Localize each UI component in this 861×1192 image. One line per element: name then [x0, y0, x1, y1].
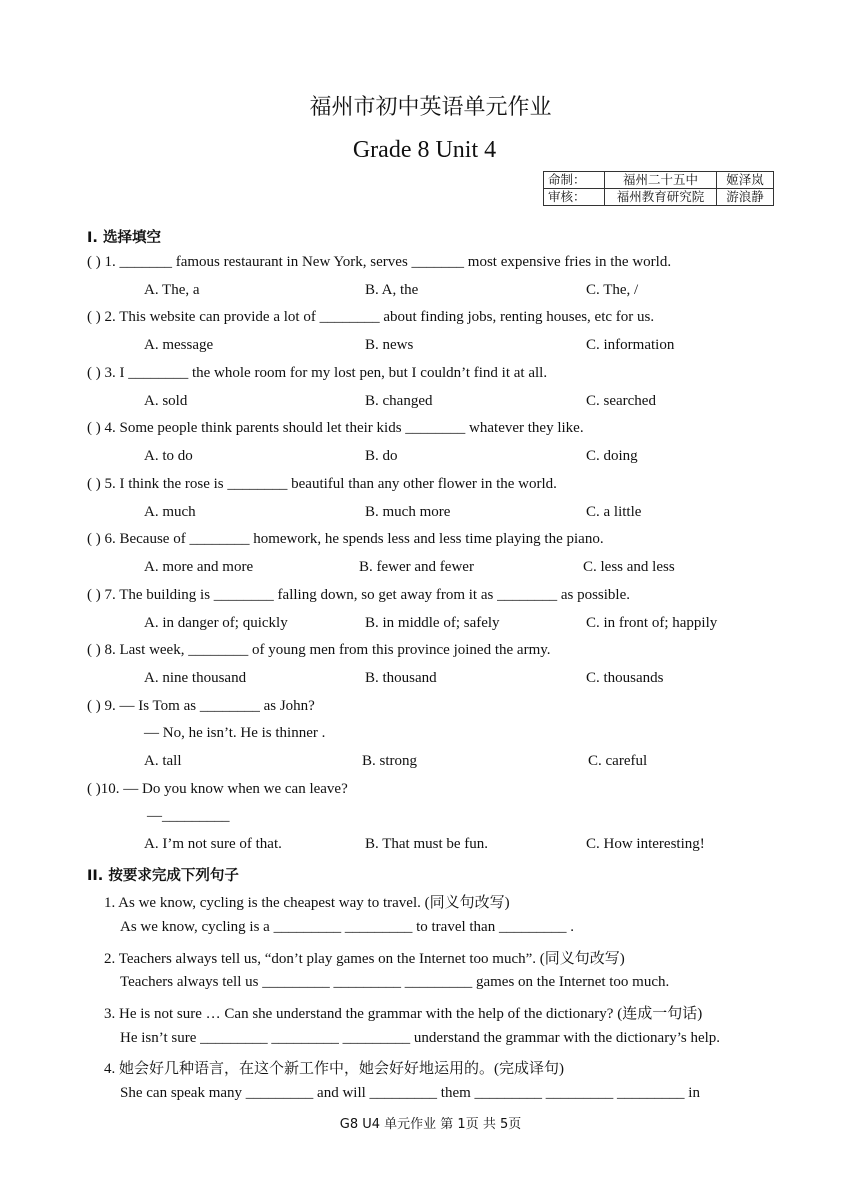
sentence-task: 1. As we know, cycling is the cheapest way to travel. (同义句改写) — [104, 895, 510, 911]
question-stem: ( ) 2. This website can provide a lot of ________ about finding jobs, renting houses, etc for us. — [87, 309, 655, 325]
option-c: C. How interesting! — [586, 836, 705, 852]
option-b: B. fewer and fewer — [359, 559, 474, 575]
option-c: C. less and less — [583, 559, 675, 575]
section-heading: I. 选择填空 — [87, 230, 161, 246]
sentence-answer: Teachers always tell us _________ _________ _________ games on the Internet too much. — [120, 974, 670, 990]
info-org: 福州教育研究院 — [605, 189, 717, 206]
option-b: B. news — [365, 337, 414, 353]
option-a: A. to do — [144, 448, 193, 464]
option-c: C. thousands — [586, 670, 664, 686]
question-stem-continued: — No, he isn’t. He is thinner . — [144, 725, 326, 741]
title-en: Grade 8 Unit 4 — [352, 137, 497, 163]
option-a: A. message — [144, 337, 214, 353]
info-label: 命制： — [544, 172, 605, 189]
page-footer: G8 U4 单元作业 第 1页 共 5页 — [339, 1117, 522, 1132]
info-org: 福州二十五中 — [605, 172, 717, 189]
sentence-task: 4. 她会好几种语言，在这个新工作中，她会好好地运用的。(完成译句) — [104, 1061, 564, 1077]
info-row — [544, 189, 774, 206]
option-b: B. That must be fun. — [365, 836, 489, 852]
option-c: C. information — [586, 337, 675, 353]
option-a: A. nine thousand — [144, 670, 247, 686]
option-a: A. much — [144, 504, 196, 520]
option-a: A. I’m not sure of that. — [144, 836, 282, 852]
option-a: A. sold — [144, 393, 188, 409]
option-c: C. in front of; happily — [586, 615, 718, 631]
option-b: B. much more — [365, 504, 451, 520]
sentence-answer: She can speak many _________ and will _________ them _________ _________ _________ in — [120, 1085, 700, 1101]
option-b: B. changed — [365, 393, 433, 409]
option-b: B. thousand — [365, 670, 437, 686]
option-c: C. careful — [588, 753, 648, 769]
sentence-task: 2. Teachers always tell us, “don’t play games on the Internet too much”. (同义句改写) — [104, 951, 625, 967]
question-stem: ( ) 4. Some people think parents should let their kids ________ whatever they like. — [87, 420, 584, 436]
info-label: 审核： — [544, 189, 605, 206]
question-stem-continued: —_________ — [147, 808, 230, 824]
sentence-answer: He isn’t sure _________ _________ _________ understand the grammar with the dictionary’s help. — [120, 1030, 721, 1046]
question-stem: ( ) 8. Last week, ________ of young men from this province joined the army. — [87, 642, 551, 658]
question-stem: ( ) 3. I ________ the whole room for my lost pen, but I couldn’t find it at all. — [87, 365, 548, 381]
title-cn: 福州市初中英语单元作业 — [309, 95, 552, 120]
question-stem: ( ) 5. I think the rose is ________ beautiful than any other flower in the world. — [87, 476, 557, 492]
question-stem: ( ) 1. _______ famous restaurant in New York, serves _______ most expensive fries in the world. — [87, 254, 672, 270]
option-a: A. The, a — [144, 282, 200, 298]
info-person: 游浪静 — [717, 189, 774, 206]
option-b: B. strong — [362, 753, 418, 769]
question-stem: ( ) 9. — Is Tom as ________ as John? — [87, 698, 315, 714]
question-stem: ( )10. — Do you know when we can leave? — [87, 781, 348, 797]
sentence-answer: As we know, cycling is a _________ _________ to travel than _________ . — [120, 919, 574, 935]
option-b: B. A, the — [365, 282, 419, 298]
author-info-table — [543, 171, 774, 206]
option-c: C. doing — [586, 448, 638, 464]
option-b: B. do — [365, 448, 398, 464]
info-person: 姬泽岚 — [717, 172, 774, 189]
info-row — [544, 172, 774, 189]
option-c: C. The, / — [586, 282, 639, 298]
option-a: A. tall — [144, 753, 182, 769]
option-c: C. a little — [586, 504, 642, 520]
option-a: A. more and more — [144, 559, 254, 575]
option-b: B. in middle of; safely — [365, 615, 500, 631]
option-a: A. in danger of; quickly — [144, 615, 288, 631]
section-heading: II. 按要求完成下列句子 — [87, 868, 239, 884]
question-stem: ( ) 7. The building is ________ falling down, so get away from it as ________ as possible. — [87, 587, 630, 603]
option-c: C. searched — [586, 393, 656, 409]
sentence-task: 3. He is not sure … Can she understand the grammar with the help of the dictionary? (连成一句话) — [104, 1006, 703, 1022]
question-stem: ( ) 6. Because of ________ homework, he spends less and less time playing the piano. — [87, 531, 604, 547]
